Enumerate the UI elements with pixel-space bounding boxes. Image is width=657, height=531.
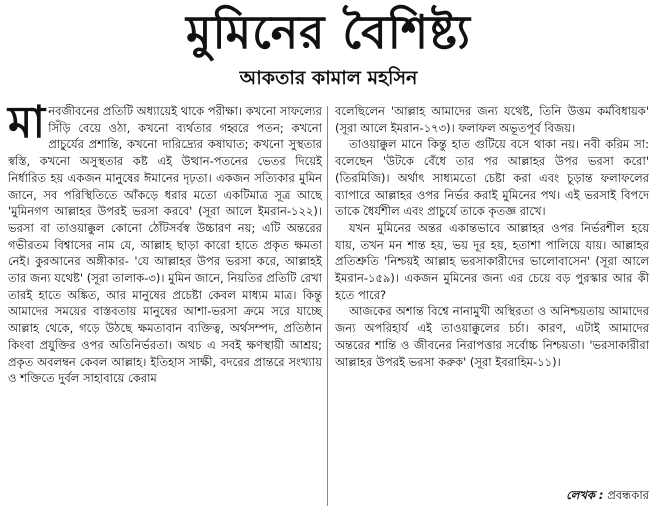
paragraph: বলেছিলেন 'আল্লাহ আমাদের জন্য যথেষ্ট, তিনি উত্তম কর্মবিধায়ক' (সূরা আলে ইমরান-১৭৩)। ফলাফল অভূতপূর্ব বিজয়। [335, 104, 649, 135]
byline-label: লেখক : [566, 488, 604, 502]
paragraph: যখন মুমিনের অন্তর একান্তভাবে আল্লাহর ওপর নির্ভরশীল হয়ে যায়, তখন মন শান্ত হয়, ভয় দূর হয়, হতাশা পালিয়ে যায়। আল্লাহর প্রতিশ্রুতি 'নিশ্চয়ই আল্লাহ ভরসাকারীদের ভালোবাসেন' (সূরা আলে ইমরান-১৫৯)। একজন মুমিনের জন্য এর চেয়ে বড় পুরস্কার আর কী হতে পারে? [335, 220, 649, 302]
left-column [8, 97, 322, 387]
right-column [335, 103, 649, 370]
paragraph-text: নবজীবনের প্রতিটি অধ্যায়েই থাকে পরীক্ষা। কখনো সাফল্যের সিঁড়ি বেয়ে ওঠা, কখনো ব্যর্থতার গহ্বরে পতন; কখনো প্রাচুর্যের প্রশান্তি, কখনো দারিদ্র্যের কষাঘাত; কখনো সুস্থতার স্বস্তি, কখনো অসুস্থতার কষ্ট এই উত্থান-পতনের ভেতর দিয়েই নির্ধারিত হয় একজন মানুষের ঈমানের দৃঢ়তা। একজন সত্যিকার মুমিন জানে, সব পরিস্থিতিতে আঁকড়ে ধরার মতো একটিমাত্র সূত্র আছে 'মুমিনগণ আল্লাহর উপরই ভরসা করবে' (সূরা আলে ইমরান-১২২)। ভরসা বা তাওয়াক্কুল কোনো ঠোঁটসর্বস্ব উচ্চারণ নয়; এটি অন্তরের গভীরতম বিশ্বাসের নাম যে, আল্লাহ ছাড়া কারো হাতে প্রকৃত ক্ষমতা নেই। কুরআনের অঙ্গীকার- 'যে আল্লাহর উপর ভরসা করে, আল্লাহই তার জন্য যথেষ্ট' (সূরা তালাক-৩)। মুমিন জানে, নিয়তির প্রতিটি রেখা তারই হাতে অঙ্কিত, আর মানুষের প্রচেষ্টা কেবল মাধ্যম মাত্র। কিন্তু আমাদের সময়ের বাস্তবতায় মানুষের আশা-ভরসা ক্রমে সরে যাচ্ছে আল্লাহ থেকে, গড়ে উঠছে ক্ষমতাবান ব্যক্তিত্ব, অর্থসম্পদ, প্রতিষ্ঠান কিংবা প্রযুক্তির ওপর অতিনির্ভরতা। অথচ এ সবই ক্ষণস্থায়ী আশ্রয়; প্রকৃত অবলম্বন কেবল আল্লাহ। ইতিহাস সাক্ষী, বদরের প্রান্তরে সংখ্যায় ও শক্তিতে দুর্বল সাহাবায়ে কেরাম [8, 104, 322, 386]
drop-cap: মা [8, 97, 46, 148]
paragraph: আজকের অশান্ত বিশ্বে নানামুখী অস্থিরতা ও অনিশ্চয়তায় আমাদের জন্য অপরিহার্য এই তাওয়াক্কুলের চর্চা। কারণ, এটাই আমাদের অন্তরের শান্তি ও জীবনের নিরাপত্তার সর্বোচ্চ নিশ্চয়তা। 'ভরসাকারীরা আল্লাহর উপরই ভরসা করুক' (সূরা ইবরাহিম-১১)। [335, 304, 649, 369]
byline [566, 487, 649, 503]
column-divider [327, 106, 328, 506]
article-author: আকতার কামাল মহসিন [239, 67, 418, 89]
paragraph [8, 97, 322, 387]
paragraph: তাওয়াক্কুল মানে কিন্তু হাত গুটিয়ে বসে থাকা নয়। নবী করিম সা: বলেছেন 'উটকে বেঁধে তার পর আল্লাহর উপর ভরসা করো' (তিরমিজি)। অর্থাৎ সাধ্যমতো চেষ্টা করা এবং চূড়ান্ত ফলাফলের ব্যাপারে আল্লাহর ওপর নির্ভর করাই মুমিনের পথ। এই ভরসাই বিপদে তাকে ধৈর্যশীল এবং প্রাচুর্যে তাকে কৃতজ্ঞ রাখে। [335, 137, 649, 219]
byline-text: প্রবন্ধকার [607, 488, 649, 502]
article-title: মুমিনের বৈশিষ্ট্য [185, 5, 471, 59]
